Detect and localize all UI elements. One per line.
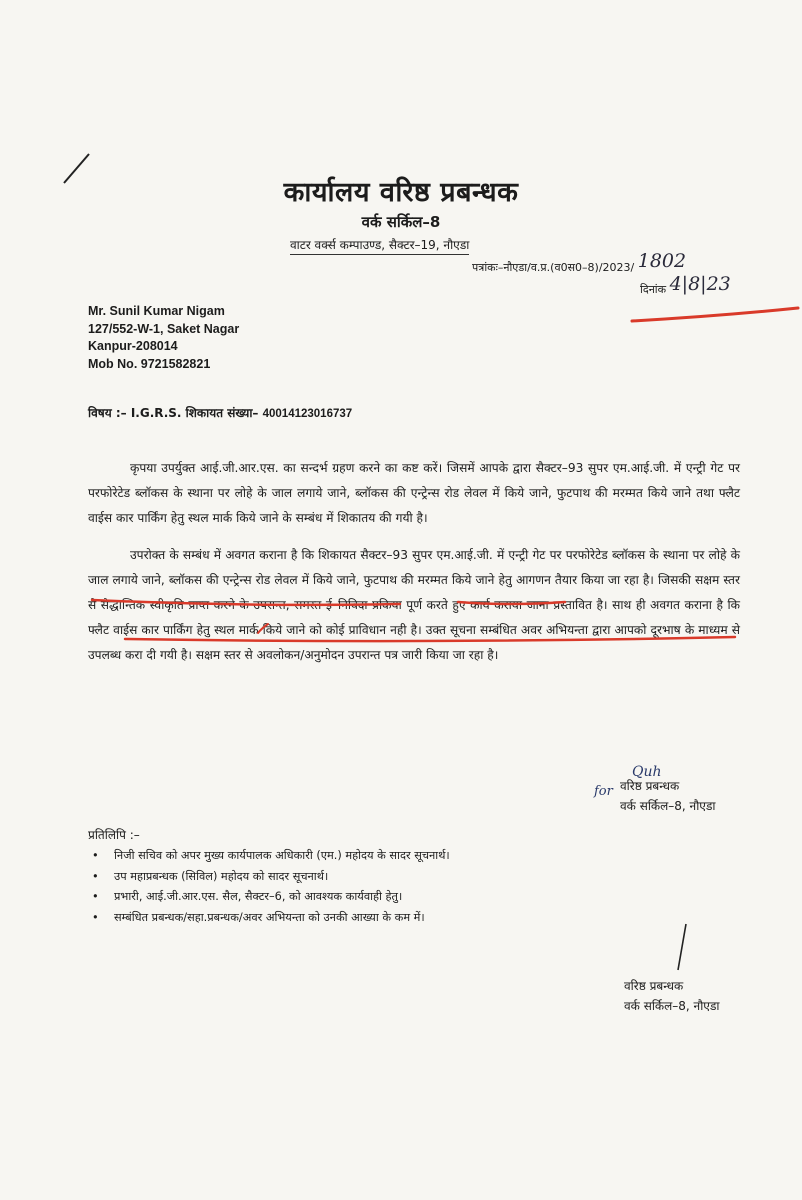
circle-name: वर्क सर्किल–8: [361, 213, 441, 231]
reference-prefix: पत्रांकः–नौएडा/व.प्र.(व0स0–8)/2023/: [472, 261, 635, 274]
body-paragraph-2: उपरोक्त के सम्बंध में अवगत कराना है कि शिकायत सैक्टर–93 सुपर एम.आई.जी. में एन्ट्री गेट पर परफोरेटेड ब्लॉकस के स्थाना पर लोहे के जाल लगाये जाने, ब्लॉकस की एन्ट्रेन्स रोड लेवल में किये जाने, फुटपाथ की मरम्मत किये जाने हेतु आगणन तैयार किया जा रहा है। जिसकी सक्षम स्तर से सैद्धान्तिक स्वीकृति प्राप्त करने के उपरान्त, समस्त ई–निविदा प्रकिया पूर्ण करते हुए कार्य कराया जाना प्रस्तावित है। साथ ही अवगत कराना है कि फ्लैट वाईस कार पार्किंग हेतु स्थल मार्क किये जाने को कोई प्राविधान नही है। उक्त सूचना सम्बंधित अवर अभियन्ता द्वारा आपको दूरभाष के माध्यम से उपलब्ध करा दी गयी है। सक्षम स्तर से अवलोकन/अनुमोदन उपरान्त पत्र जारी किया जा रहा है।: [88, 548, 740, 662]
complaint-number: 40014123016737: [262, 408, 353, 420]
recipient-line: Mr. Sunil Kumar Nigam: [88, 304, 225, 318]
pen-signature-stroke: [678, 924, 686, 970]
list-item: • सम्बंधित प्रबन्धक/सहा.प्रबन्धक/अवर अभियन्ता को उनकी आख्या के कम में।: [92, 908, 450, 929]
list-item: • प्रभारी, आई.जी.आर.एस. सैल, सैक्टर–6, को आवश्यक कार्यवाही हेतु।: [92, 887, 450, 908]
recipient-line: Mob No. 9721582821: [88, 356, 211, 371]
office-address: वाटर वर्क्स कम्पाउण्ड, सैक्टर–19, नौएडा: [290, 236, 469, 255]
recipient-line: 127/552-W-1, Saket Nagar: [88, 321, 240, 336]
bullet: •: [92, 890, 99, 903]
copy-to-heading: प्रतिलिपि :–: [88, 828, 140, 842]
body-paragraph-1: कृपया उपर्युक्त आई.जी.आर.एस. का सन्दर्भ ग्रहण करने का कष्ट करें। जिसमें आपके द्वारा सैक्टर–93 सुपर एम.आई.जी. में एन्ट्री गेट पर परफोरेटेड ब्लॉकस के स्थाना पर लोहे के जाल लगाये जाने, ब्लॉकस की एन्ट्रेन्स रोड लेवल में किये जाने, फुटपाथ की मरम्मत किये जाने तथा फ्लैट वाईस कार पार्किंग हेतु स्थल मार्क किये जाने के सम्बंध में शिकातय की गयी है।: [88, 461, 740, 525]
recipient-line: Kanpur-208014: [88, 339, 178, 353]
date-line: [640, 273, 731, 298]
date-handwritten: 4|8|23: [669, 273, 731, 295]
date-label: दिनांक: [640, 283, 667, 296]
for-mark: for: [594, 784, 613, 799]
office-title: कार्यालय वरिष्ठ प्रबन्धक: [283, 177, 519, 208]
signature-block-top: [594, 764, 716, 816]
reference-number: [472, 250, 687, 276]
signature-office: वर्क सर्किल–8, नौएडा: [624, 999, 720, 1013]
signature-block-bottom: [624, 976, 719, 1016]
subject-line: [88, 404, 352, 421]
signature-initials: Quh: [632, 764, 662, 780]
red-underline-date: [632, 308, 798, 321]
recipient-address: [88, 303, 348, 373]
signature-designation: वरिष्ठ प्रबन्धक: [624, 979, 684, 993]
bullet: •: [92, 869, 99, 883]
signature-designation: for वरिष्ठ प्रबन्धक: [620, 776, 715, 796]
list-item: • उप महाप्रबन्धक (सिविल) महोदय को सादर सूचनार्थ।: [92, 867, 450, 888]
subject-label: विषय :– I.G.R.S. शिकायत संख्या–: [88, 406, 259, 420]
bullet: •: [92, 849, 99, 862]
signature-office: वर्क सर्किल–8, नौएडा: [620, 799, 716, 813]
bullet: •: [92, 910, 99, 924]
copy-to-list: [92, 846, 450, 928]
list-item: • निजी सचिव को अपर मुख्य कार्यपालक अधिकारी (एम.) महोदय के सादर सूचनार्थ।: [92, 846, 450, 867]
reference-handwritten: 1802: [637, 250, 687, 272]
